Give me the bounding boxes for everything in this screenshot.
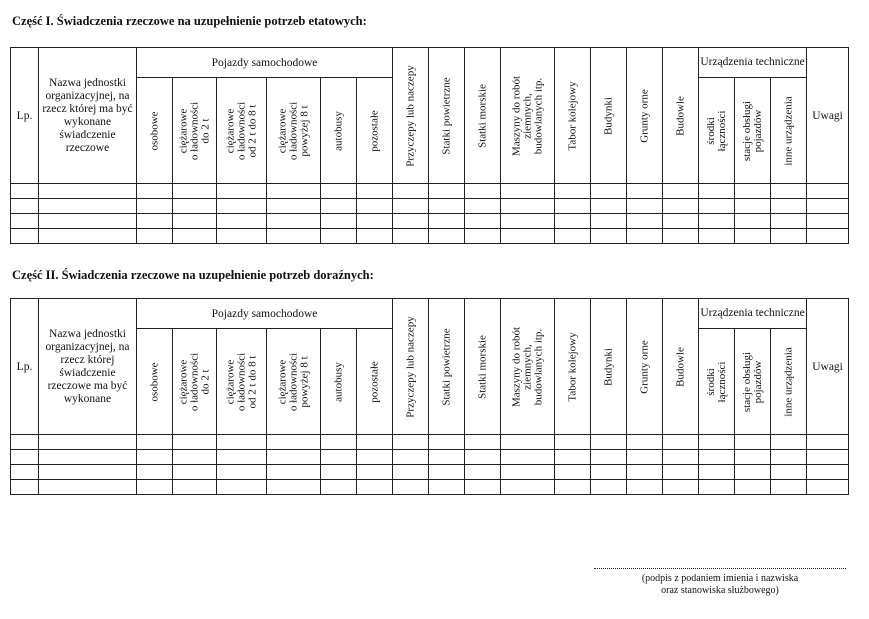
part1-table-cell: [591, 214, 627, 229]
part1-table-cell: [429, 184, 465, 199]
part2-table-cell: [11, 465, 39, 480]
part2-col-przyczepy-text: Przyczepy lub naczepy: [404, 315, 417, 418]
part1-table-cell: [11, 199, 39, 214]
part2-table-cell: [39, 465, 137, 480]
part1-col-budynki-wrap: [591, 48, 626, 183]
part2-table-cell: [429, 480, 465, 495]
part2-table-cell: [321, 435, 357, 450]
part2-table-cell: [173, 435, 217, 450]
part2-table-row: [11, 465, 849, 480]
part2-table-cell: [429, 435, 465, 450]
part2-table-cell: [807, 480, 849, 495]
part2-table-cell: [393, 435, 429, 450]
part2-col-statki-powietrzne-text: Statki powietrzne: [440, 327, 453, 406]
part1-table-cell: [771, 184, 807, 199]
part2-col-maszyny-wrap: [501, 299, 554, 434]
part1-table-cell: [663, 184, 699, 199]
part1-table-cell: [771, 214, 807, 229]
part2-table-cell: [627, 435, 663, 450]
part1-col-budowle-text: Budowle: [674, 95, 687, 136]
part1-col-pozostale-text: pozostałe: [368, 109, 381, 152]
part1-table-cell: [699, 229, 735, 244]
part2-col-tabor-wrap: [555, 299, 590, 434]
part1-table-cell: [807, 214, 849, 229]
part1-col-maszyny-text: Maszyny do robót ziemnych, budowlanych itp.: [510, 75, 545, 156]
part2-table-cell: [591, 465, 627, 480]
part1-col-budowle-wrap: [663, 48, 698, 183]
part2-col-pozostale: [357, 329, 393, 435]
part1-table-cell: [591, 184, 627, 199]
part2-col-autobusy-wrap: [321, 329, 356, 434]
part1-table-cell: [429, 199, 465, 214]
part1-table-cell: [11, 214, 39, 229]
part2-table-cell: [807, 450, 849, 465]
part1-col-ciezarowe-2-8t: [217, 78, 267, 184]
part2-col-inne-urzadzenia-wrap: [771, 329, 806, 434]
part2-table-cell: [137, 480, 173, 495]
part2-table-cell: [699, 465, 735, 480]
part1-col-inne-urzadzenia-text: inne urządzenia: [782, 95, 795, 166]
part2-col-lp: Lp.: [11, 299, 39, 435]
part2-col-pozostale-text: pozostałe: [368, 360, 381, 403]
part1-col-statki-powietrzne-wrap: [429, 48, 464, 183]
part2-group-urzadzenia: Urządzenia techniczne: [699, 299, 807, 329]
part2-table-cell: [393, 450, 429, 465]
part2-table-cell: [173, 480, 217, 495]
part2-table-cell: [429, 450, 465, 465]
part1-col-tabor-text: Tabor kolejowy: [566, 80, 579, 151]
part2-table-cell: [555, 465, 591, 480]
part1-col-srodki-lacznosci-wrap: [699, 78, 734, 183]
part2-col-autobusy-text: autobusy: [332, 361, 344, 402]
part1-table-cell: [699, 199, 735, 214]
part1-col-lp: Lp.: [11, 48, 39, 184]
part2-table-cell: [39, 480, 137, 495]
part2-table-cell: [137, 435, 173, 450]
part1-col-osobowe: [137, 78, 173, 184]
part2-group-pojazdy: Pojazdy samochodowe: [137, 299, 393, 329]
part1-table-cell: [357, 214, 393, 229]
part2-table-cell: [267, 480, 321, 495]
part1-table-cell: [173, 199, 217, 214]
part1-table-cell: [217, 199, 267, 214]
part2-table-cell: [465, 480, 501, 495]
part2-table-cell: [217, 480, 267, 495]
part2-col-tabor-text: Tabor kolejowy: [566, 331, 579, 402]
part1-col-statki-morskie-text: Statki morskie: [476, 83, 489, 148]
part1-table-cell: [699, 184, 735, 199]
part2-table-cell: [217, 435, 267, 450]
part1-table-cell: [465, 214, 501, 229]
signature-caption: [594, 573, 846, 597]
part1-col-ciezarowe-do-2t: [173, 78, 217, 184]
part2-col-statki-powietrzne-wrap: [429, 299, 464, 434]
part2-col-osobowe-text: osobowe: [148, 361, 160, 402]
part2-col-srodki-lacznosci-wrap: [699, 329, 734, 434]
part1-col-autobusy-wrap: [321, 78, 356, 183]
part2-col-osobowe: [137, 329, 173, 435]
part1-table-cell: [39, 199, 137, 214]
part1-table-cell: [735, 199, 771, 214]
part2-table-cell: [663, 465, 699, 480]
part1-col-ciezarowe-do-2t-wrap: [173, 78, 216, 183]
part2-table-cell: [137, 465, 173, 480]
part1-table-row: [11, 199, 849, 214]
part2-col-grunty: [627, 299, 663, 435]
part1-col-ciezarowe-2-8t-wrap: [217, 78, 266, 183]
part2-table-cell: [663, 435, 699, 450]
part1-table-cell: [11, 184, 39, 199]
part1-table-cell: [465, 184, 501, 199]
part1-table-cell: [137, 229, 173, 244]
part1-table-cell: [267, 184, 321, 199]
part2-table-cell: [357, 465, 393, 480]
part2-title: Część II. Świadczenia rzeczowe na uzupełnienie potrzeb doraźnych:: [12, 268, 374, 282]
part1-table-cell: [137, 199, 173, 214]
part2-table: [10, 298, 849, 495]
part2-col-budynki-text: Budynki: [602, 347, 615, 386]
part2-table-cell: [137, 450, 173, 465]
part1-table-cell: [591, 199, 627, 214]
part2-table-cell: [627, 465, 663, 480]
part1-col-grunty: [627, 48, 663, 184]
part2-table-cell: [11, 480, 39, 495]
part1-table-cell: [735, 214, 771, 229]
part1-col-statki-morskie-wrap: [465, 48, 500, 183]
part1-table-cell: [555, 229, 591, 244]
part2-col-ciezarowe-powyzej-8t: [267, 329, 321, 435]
part2-col-stacje-obslugi-text: stacje obsługi pojazdów: [740, 351, 764, 412]
part1-table-cell: [735, 184, 771, 199]
part2-table-cell: [735, 465, 771, 480]
part1-table-cell: [39, 214, 137, 229]
part1-col-inne-urzadzenia-wrap: [771, 78, 806, 183]
part2-table-cell: [267, 465, 321, 480]
part1-col-tabor-wrap: [555, 48, 590, 183]
part2-col-budowle-text: Budowle: [674, 346, 687, 387]
part2-table-cell: [39, 450, 137, 465]
part1-col-autobusy: [321, 78, 357, 184]
part2-table-cell: [771, 450, 807, 465]
part1-table-cell: [501, 214, 555, 229]
part1-table-row: [11, 229, 849, 244]
part2-col-grunty-wrap: [627, 299, 662, 434]
part2-col-przyczepy-wrap: [393, 299, 428, 434]
part2-table-row: [11, 435, 849, 450]
part1-col-tabor: [555, 48, 591, 184]
part1-col-budowle: [663, 48, 699, 184]
part2-table-cell: [627, 450, 663, 465]
part1-table-cell: [465, 199, 501, 214]
part2-table-cell: [501, 435, 555, 450]
part2-table-cell: [663, 450, 699, 465]
part1-table-cell: [217, 184, 267, 199]
part2-col-ciezarowe-2-8t: [217, 329, 267, 435]
part2-col-srodki-lacznosci: [699, 329, 735, 435]
part1-table-cell: [807, 229, 849, 244]
part2-table-cell: [429, 465, 465, 480]
part1-table: [10, 47, 849, 244]
part1-title: Część I. Świadczenia rzeczowe na uzupełnienie potrzeb etatowych:: [12, 14, 367, 28]
part1-col-ciezarowe-powyzej-8t: [267, 78, 321, 184]
part1-group-pojazdy: Pojazdy samochodowe: [137, 48, 393, 78]
part2-table-cell: [501, 465, 555, 480]
part2-col-nazwa: Nazwa jednostki organizacyjnej, na rzecz której świadczenie rzeczowe ma być wykonane: [39, 299, 137, 435]
part1-table-cell: [393, 184, 429, 199]
part2-table-cell: [555, 450, 591, 465]
part1-table-cell: [217, 229, 267, 244]
part1-table-cell: [627, 199, 663, 214]
part2-table-cell: [555, 480, 591, 495]
part1-col-inne-urzadzenia: [771, 78, 807, 184]
part1-table-cell: [807, 184, 849, 199]
part2-table-cell: [321, 450, 357, 465]
part2-table-row: [11, 450, 849, 465]
part2-col-ciezarowe-do-2t: [173, 329, 217, 435]
part1-col-nazwa: Nazwa jednostki organizacyjnej, na rzecz której ma być wykonane świadczenie rzeczowe: [39, 48, 137, 184]
part1-table-cell: [555, 214, 591, 229]
part2-table-cell: [699, 450, 735, 465]
part2-col-budowle-wrap: [663, 299, 698, 434]
part2-table-row: [11, 480, 849, 495]
part1-table-cell: [173, 214, 217, 229]
part2-table-cell: [735, 450, 771, 465]
part1-table-cell: [663, 199, 699, 214]
part1-col-grunty-wrap: [627, 48, 662, 183]
part1-table-cell: [627, 214, 663, 229]
part2-table-cell: [591, 450, 627, 465]
part2-table-cell: [771, 465, 807, 480]
part2-col-budowle: [663, 299, 699, 435]
part2-col-uwagi: Uwagi: [807, 299, 849, 435]
part2-table-cell: [771, 435, 807, 450]
part2-table-cell: [699, 435, 735, 450]
part2-table-cell: [663, 480, 699, 495]
part1-table-cell: [627, 184, 663, 199]
signature-caption-line1: (podpis z podaniem imienia i nazwiska: [641, 573, 799, 584]
part2-table-cell: [555, 435, 591, 450]
signature-caption-line2: oraz stanowiska służbowego): [661, 585, 779, 596]
part2-table-cell: [11, 450, 39, 465]
part2-table-cell: [321, 465, 357, 480]
part1-col-przyczepy-text: Przyczepy lub naczepy: [404, 64, 417, 167]
part1-table-cell: [393, 214, 429, 229]
part2-table-cell: [393, 480, 429, 495]
signature-line: [594, 568, 846, 569]
part1-table-cell: [699, 214, 735, 229]
part1-table-cell: [39, 184, 137, 199]
part2-col-pozostale-wrap: [357, 329, 392, 434]
part2-table-cell: [465, 450, 501, 465]
part2-col-tabor: [555, 299, 591, 435]
part1-table-cell: [321, 184, 357, 199]
part1-col-osobowe-wrap: [137, 78, 172, 183]
part1-table-cell: [591, 229, 627, 244]
part1-table-cell: [11, 229, 39, 244]
part1-col-grunty-text: Grunty orne: [638, 88, 651, 143]
part1-table-cell: [807, 199, 849, 214]
part1-col-maszyny: [501, 48, 555, 184]
part1-table-cell: [173, 184, 217, 199]
part2-col-maszyny: [501, 299, 555, 435]
part2-col-budynki-wrap: [591, 299, 626, 434]
part2-table-cell: [735, 435, 771, 450]
part2-col-statki-morskie: [465, 299, 501, 435]
part2-table-cell: [39, 435, 137, 450]
part1-col-przyczepy: [393, 48, 429, 184]
part1-table-cell: [501, 229, 555, 244]
part1-table-row: [11, 214, 849, 229]
part1-col-ciezarowe-do-2t-text: ciężarowe o ładowności do 2 t: [177, 101, 211, 160]
part1-table-cell: [321, 199, 357, 214]
part2-table-cell: [357, 450, 393, 465]
part2-table-cell: [321, 480, 357, 495]
part2-table-cell: [501, 480, 555, 495]
part1-table-cell: [555, 199, 591, 214]
part2-header-row-1: [11, 299, 849, 329]
part1-col-przyczepy-wrap: [393, 48, 428, 183]
part2-col-stacje-obslugi-wrap: [735, 329, 770, 434]
part1-col-statki-powietrzne: [429, 48, 465, 184]
part2-table-cell: [217, 465, 267, 480]
part2-table-cell: [11, 435, 39, 450]
part1-table-cell: [267, 214, 321, 229]
part2-table-cell: [771, 480, 807, 495]
part2-col-ciezarowe-2-8t-wrap: [217, 329, 266, 434]
part1-col-ciezarowe-2-8t-text: ciężarowe o ładowności od 2 t do 8 t: [224, 101, 258, 160]
part2-table-cell: [501, 450, 555, 465]
part1-col-autobusy-text: autobusy: [332, 110, 344, 151]
part2-table-cell: [627, 480, 663, 495]
part1-table-cell: [357, 184, 393, 199]
part1-table-cell: [393, 199, 429, 214]
part1-table-cell: [555, 184, 591, 199]
part2-table-cell: [357, 435, 393, 450]
part2-col-autobusy: [321, 329, 357, 435]
part2-col-inne-urzadzenia-text: inne urządzenia: [782, 346, 795, 417]
part1-col-osobowe-text: osobowe: [148, 110, 160, 151]
part1-table-cell: [771, 199, 807, 214]
part1-table-cell: [735, 229, 771, 244]
part1-col-stacje-obslugi: [735, 78, 771, 184]
part1-table-cell: [501, 199, 555, 214]
part1-col-srodki-lacznosci: [699, 78, 735, 184]
part1-table-cell: [663, 214, 699, 229]
part1-table-cell: [357, 229, 393, 244]
part1-col-statki-morskie: [465, 48, 501, 184]
part2-table-cell: [807, 435, 849, 450]
part1-table-cell: [267, 229, 321, 244]
part2-table-cell: [465, 465, 501, 480]
part2-col-ciezarowe-do-2t-wrap: [173, 329, 216, 434]
part2-col-przyczepy: [393, 299, 429, 435]
part2-table-cell: [357, 480, 393, 495]
part2-col-srodki-lacznosci-text: środki łączności: [704, 361, 728, 402]
part1-table-cell: [267, 199, 321, 214]
part2-col-ciezarowe-powyzej-8t-text: ciężarowe o ładowności powyżej 8 t: [276, 352, 310, 411]
part2-table-cell: [173, 465, 217, 480]
part2-table-cell: [393, 465, 429, 480]
part2-col-ciezarowe-powyzej-8t-wrap: [267, 329, 320, 434]
part1-table-cell: [357, 199, 393, 214]
part1-table-cell: [393, 229, 429, 244]
part2-table-cell: [591, 480, 627, 495]
part2-col-budynki: [591, 299, 627, 435]
part1-col-statki-powietrzne-text: Statki powietrzne: [440, 76, 453, 155]
part2-table-cell: [217, 450, 267, 465]
part1-table-cell: [173, 229, 217, 244]
part2-table-cell: [267, 435, 321, 450]
part1-col-srodki-lacznosci-text: środki łączności: [704, 110, 728, 151]
part2-col-statki-morskie-text: Statki morskie: [476, 334, 489, 399]
part1-table-cell: [137, 184, 173, 199]
part2-table-cell: [173, 450, 217, 465]
part1-col-budynki: [591, 48, 627, 184]
part2-table-cell: [267, 450, 321, 465]
part2-table-cell: [465, 435, 501, 450]
part1-header-row-1: [11, 48, 849, 78]
part1-col-pozostale: [357, 78, 393, 184]
part2-table-cell: [699, 480, 735, 495]
part1-col-maszyny-wrap: [501, 48, 554, 183]
part1-col-budynki-text: Budynki: [602, 96, 615, 135]
part1-table-cell: [627, 229, 663, 244]
part2-table-cell: [807, 465, 849, 480]
part2-col-statki-powietrzne: [429, 299, 465, 435]
part2-col-maszyny-text: Maszyny do robót ziemnych, budowlanych itp.: [510, 326, 545, 407]
part2-col-inne-urzadzenia: [771, 329, 807, 435]
part1-col-stacje-obslugi-text: stacje obsługi pojazdów: [740, 100, 764, 161]
part1-table-cell: [321, 229, 357, 244]
part2-col-statki-morskie-wrap: [465, 299, 500, 434]
part2-col-stacje-obslugi: [735, 329, 771, 435]
part2-col-grunty-text: Grunty orne: [638, 339, 651, 394]
part1-group-urzadzenia: Urządzenia techniczne: [699, 48, 807, 78]
part2-col-ciezarowe-do-2t-text: ciężarowe o ładowności do 2 t: [177, 352, 211, 411]
part2-table-cell: [591, 435, 627, 450]
part1-col-uwagi: Uwagi: [807, 48, 849, 184]
part1-table-cell: [217, 214, 267, 229]
part1-col-pozostale-wrap: [357, 78, 392, 183]
part1-col-ciezarowe-powyzej-8t-wrap: [267, 78, 320, 183]
part1-table-cell: [663, 229, 699, 244]
part2-table-cell: [735, 480, 771, 495]
part1-table-row: [11, 184, 849, 199]
part1-table-cell: [501, 184, 555, 199]
part1-table-cell: [137, 214, 173, 229]
part1-col-ciezarowe-powyzej-8t-text: ciężarowe o ładowności powyżej 8 t: [276, 101, 310, 160]
part1-table-cell: [429, 229, 465, 244]
part1-table-cell: [429, 214, 465, 229]
part1-table-cell: [39, 229, 137, 244]
part1-table-cell: [771, 229, 807, 244]
part1-table-cell: [465, 229, 501, 244]
part1-table-cell: [321, 214, 357, 229]
part2-col-ciezarowe-2-8t-text: ciężarowe o ładowności od 2 t do 8 t: [224, 352, 258, 411]
part2-col-osobowe-wrap: [137, 329, 172, 434]
part1-col-stacje-obslugi-wrap: [735, 78, 770, 183]
